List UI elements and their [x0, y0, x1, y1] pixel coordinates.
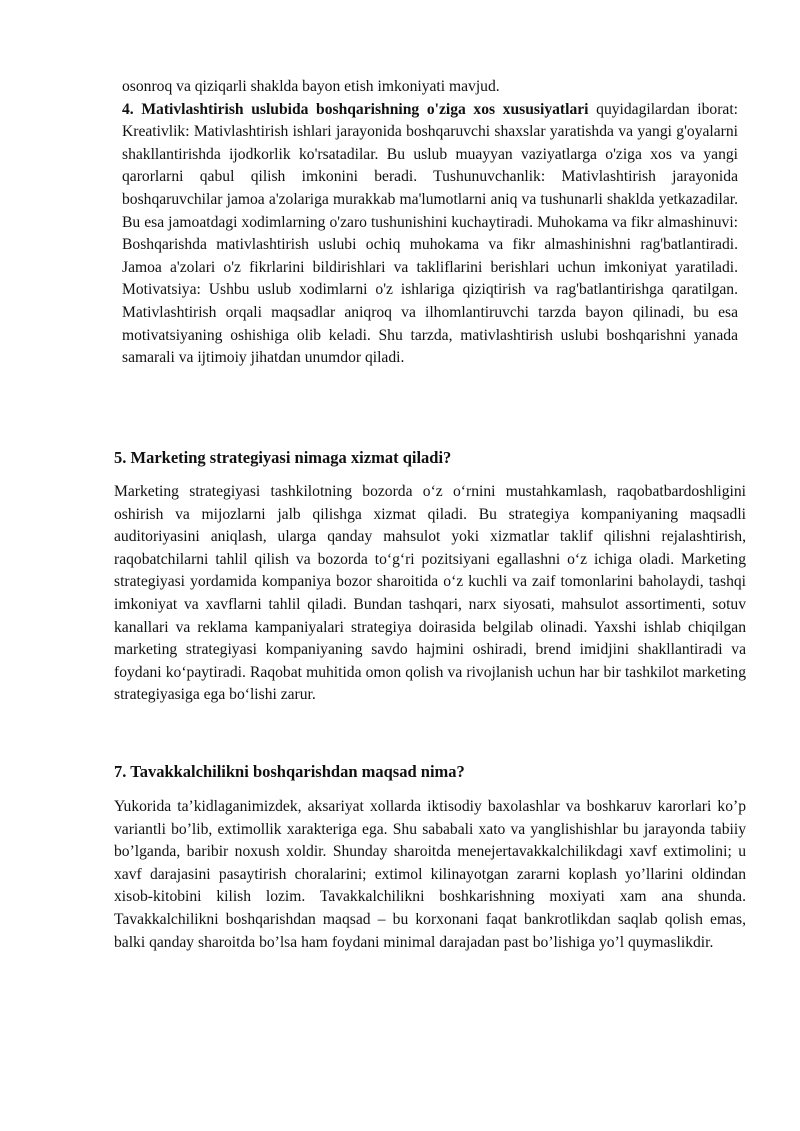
section-4-block	[122, 76, 738, 370]
section-7-body: Yukorida ta’kidlaganimizdek, aksariyat xollarda iktisodiy baxolashlar va boshkaruv karorlari ko’p variantli bo’lib, extimollik xarakteriga ega. Shu sababali xato va yanglishishlar bu jarayonda tabiiy bo’lganda, baribir noxush xoldir. Shunday sharoitda menejertavakkalchilikdagi xavf extimolini; u xavf darajasini pasaytirish choralarini; extimol kilinayotgan zararni koplash yo’llarini oldindan xisob-kitobini kilish lozim. Tavakkalchilikni boshkarishning moxiyati xam ana shunda. Tavakkalchilikni boshqarishdan maqsad – bu korxonani faqat bankrotlikdan saqlab qolish emas, balki qanday sharoitda bo’lsa ham foydani minimal darajadan past bo’lishiga yo’l quymaslikdir.	[114, 798, 746, 951]
section-5-body: Marketing strategiyasi tashkilotning bozorda o‘z o‘rnini mustahkamlash, raqobatbardoshligini oshirish va mijozlarni jalb qilishga xizmat qiladi. Bu strategiya kompaniyaning maqsadli auditoriyasini aniqlash, ularga qanday mahsulot yoki xizmatlar taklif qilishni rejalashtirish, raqobatchilarni tahlil qilish va bozorda to‘g‘ri pozitsiyani egallashni o‘z ichiga oladi. Marketing strategiyasi yordamida kompaniya bozor sharoitida o‘z kuchli va zaif tomonlarini baholaydi, tashqi imkoniyat va xavflarni tahlil qiladi. Bundan tashqari, narx siyosati, mahsulot assortimenti, sotuv kanallari va reklama kampaniyalari strategiya doirasida belgilab olinadi. Yaxshi ishlab chiqilgan marketing strategiyasi kompaniyaning savdo hajmini oshiradi, brend imidjini shakllantiradi va foydani ko‘paytiradi. Raqobat muhitida omon qolish va rivojlanish uchun har bir tashkilot marketing strategiyasiga ega bo‘lishi zarur.	[114, 483, 746, 704]
section-4-body: quyidagilardan iborat: Kreativlik: Mativlashtirish ishlari jarayonida boshqaruvchi shaxslar yaratishda va yangi g'oyalarni shakllantirishda ijodkorlik ko'rsatadilar. Bu uslub muayyan vaziyatlarga o'ziga xos va yangi qarorlarni qabul qilish imkonini beradi. Tushunuvchanlik: Mativlashtirish jarayonida boshqaruvchilar jamoa a'zolariga murakkab ma'lumotlarni aniq va tushunarli shaklda yetkazadilar. Bu esa jamoatdagi xodimlarning o'zaro tushunishini kuchaytiradi. Muhokama va fikr almashinuvi: Boshqarishda mativlashtirish uslubi ochiq muhokama va fikr almashinishni rag'batlantiradi. Jamoa a'zolari o'z fikrlarini bildirishlari va takliflarini berishlari uchun imkoniyat yaratiladi. Motivatsiya: Ushbu uslub xodimlarni o'z ishlariga qiziqtirish va rag'batlantirishga qaratilgan. Mativlashtirish orqali maqsadlar aniqroq va ilhomlantiruvchi tarzda bayon qilinadi, bu esa motivatsiyaning oshishiga olib keladi. Shu tarzda, mativlashtirish uslubi boshqarishni yanada samarali va ijtimoiy jihatdan unumdor qiladi.	[122, 100, 739, 367]
section-5-heading: 5. Marketing strategiyasi nimaga xizmat qiladi?	[114, 448, 452, 467]
section-4-lead-line: osonroq va qiziqarli shaklda bayon etish imkoniyati mavjud.	[122, 78, 500, 95]
section-4-title: Mativlashtirish uslubida boshqarishning o'ziga xos xususiyatlari	[141, 100, 589, 118]
section-4-number: 4.	[122, 100, 134, 118]
section-7-heading: 7. Tavakkalchilikni boshqarishdan maqsad nima?	[114, 762, 465, 781]
